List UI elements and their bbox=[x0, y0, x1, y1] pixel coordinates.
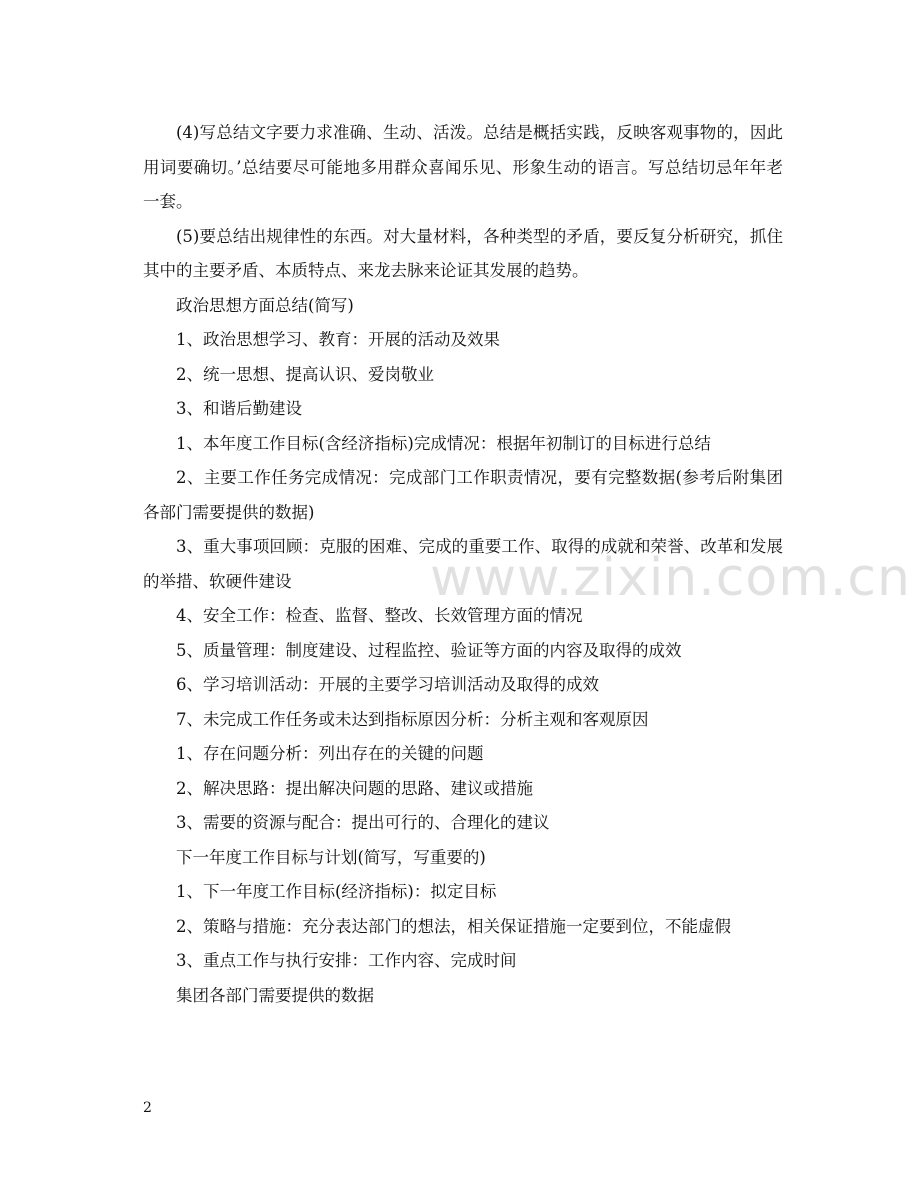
list-item: 1、本年度工作目标(含经济指标)完成情况：根据年初制订的目标进行总结 bbox=[176, 433, 711, 453]
list-item: 7、未完成工作任务或未达到指标原因分析：分析主观和客观原因 bbox=[176, 709, 649, 729]
list-item: 2、策略与措施：充分表达部门的想法，相关保证措施一定要到位，不能虚假 bbox=[176, 916, 731, 936]
paragraph: (4)写总结文字要力求准确、生动、活泼。总结是概括实践，反映客观事物的，因此用词要确切。’总结要尽可能地多用群众喜闻乐见、形象生动的语言。写总结切忌年年老一套。 bbox=[143, 123, 783, 211]
list-item: 3、和谐后勤建设 bbox=[176, 399, 302, 418]
list-item: 5、质量管理：制度建设、过程监控、验证等方面的内容及取得的成效 bbox=[176, 640, 682, 660]
watermark: www.zixin.com.cn bbox=[430, 548, 911, 608]
list-item: 6、学习培训活动：开展的主要学习培训活动及取得的成效 bbox=[176, 675, 599, 694]
list-item: 4、安全工作：检查、监督、整改、长效管理方面的情况 bbox=[176, 606, 583, 625]
list-item: 2、解决思路：提出解决问题的思路、建议或措施 bbox=[176, 778, 533, 798]
page-number: 2 bbox=[143, 1100, 152, 1116]
list-item: 3、重大事项回顾：克服的困难、完成的重要工作、取得的成就和荣誉、改革和发展的举措、软硬件建设 bbox=[143, 537, 783, 591]
list-item: 2、统一思想、提高认识、爱岗敬业 bbox=[176, 364, 434, 384]
paragraph: (5)要总结出规律性的东西。对大量材料，各种类型的矛盾，要反复分析研究，抓住其中的主要矛盾、本质特点、来龙去脉来论证其发展的趋势。 bbox=[143, 226, 783, 280]
list-item: 2、主要工作任务完成情况：完成部门工作职责情况，要有完整数据(参考后附集团各部门需要提供的数据) bbox=[143, 468, 783, 522]
list-item: 3、重点工作与执行安排：工作内容、完成时间 bbox=[176, 951, 517, 970]
list-item: 1、存在问题分析：列出存在的关键的问题 bbox=[176, 744, 484, 763]
section-heading: 下一年度工作目标与计划(简写，写重要的) bbox=[176, 847, 486, 867]
section-heading: 政治思想方面总结(简写) bbox=[176, 295, 354, 315]
list-item: 1、政治思想学习、教育：开展的活动及效果 bbox=[176, 330, 500, 349]
list-item: 1、下一年度工作目标(经济指标)：拟定目标 bbox=[176, 882, 497, 901]
section-heading: 集团各部门需要提供的数据 bbox=[176, 985, 374, 1005]
list-item: 3、需要的资源与配合：提出可行的、合理化的建议 bbox=[176, 813, 550, 832]
